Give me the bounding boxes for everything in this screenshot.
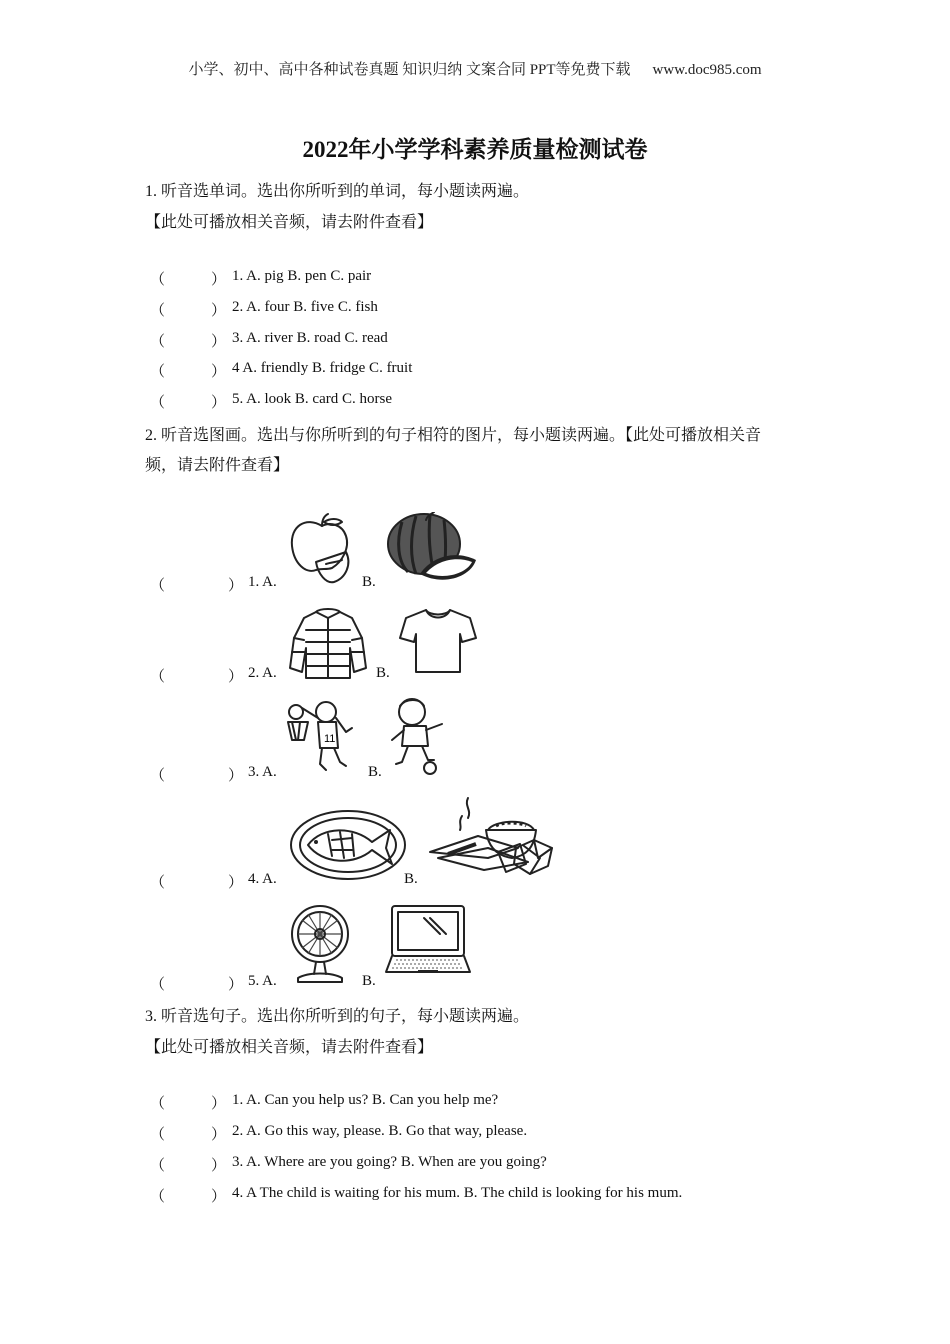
fish-plate-icon bbox=[288, 808, 408, 882]
answer-paren-close: ） bbox=[228, 578, 244, 594]
question-item: 3. A. river B. road C. read bbox=[232, 330, 388, 346]
rice-dumplings-icon bbox=[428, 796, 558, 880]
option-b-label: B. bbox=[376, 665, 390, 681]
question-item: 4 A. friendly B. fridge C. fruit bbox=[232, 360, 413, 376]
question-item: 2. A. Go this way, please. B. Go that way, please. bbox=[232, 1123, 528, 1139]
watermelon-icon bbox=[386, 512, 478, 584]
option-a-label: 2. A. bbox=[248, 665, 277, 681]
question-item: 1. A. pig B. pen C. pair bbox=[232, 268, 372, 284]
answer-paren-open: （ bbox=[150, 1127, 166, 1143]
question-item: 1. A. Can you help us? B. Can you help me? bbox=[232, 1092, 499, 1108]
page-header bbox=[0, 58, 950, 79]
answer-paren-close: ） bbox=[211, 364, 227, 380]
answer-paren-close: ） bbox=[228, 977, 244, 993]
answer-paren-open: （ bbox=[150, 768, 166, 784]
section1-audio-note: 【此处可播放相关音频，请去附件查看】 bbox=[145, 214, 434, 231]
question-item: 5. A. look B. card C. horse bbox=[232, 391, 392, 407]
option-a-label: 4. A. bbox=[248, 871, 277, 887]
section3-audio-note: 【此处可播放相关音频，请去附件查看】 bbox=[145, 1039, 434, 1056]
answer-paren-open: （ bbox=[150, 395, 166, 411]
page-title: 2022年小学学科素养质量检测试卷 bbox=[302, 137, 648, 162]
answer-paren-open: （ bbox=[150, 1189, 166, 1205]
svg-text:11: 11 bbox=[324, 733, 336, 745]
answer-paren-close: ） bbox=[228, 669, 244, 685]
option-b-label: B. bbox=[362, 574, 376, 590]
header-text: 小学、初中、高中各种试卷真题 知识归纳 文案合同 PPT等免费下载 bbox=[188, 62, 631, 78]
answer-paren-close: ） bbox=[211, 1096, 227, 1112]
answer-paren-open: （ bbox=[150, 1096, 166, 1112]
answer-paren-close: ） bbox=[228, 768, 244, 784]
apple-icon bbox=[286, 512, 360, 586]
answer-paren-close: ） bbox=[211, 303, 227, 319]
basketball-player-icon bbox=[286, 698, 366, 774]
answer-paren-close: ） bbox=[211, 1127, 227, 1143]
answer-paren-open: （ bbox=[150, 334, 166, 350]
laptop-icon bbox=[384, 904, 472, 980]
answer-paren-open: （ bbox=[150, 303, 166, 319]
answer-paren-open: （ bbox=[150, 977, 166, 993]
answer-paren-open: （ bbox=[150, 1158, 166, 1174]
section2-heading-line2: 频，请去附件查看】 bbox=[145, 457, 290, 474]
answer-paren-open: （ bbox=[150, 272, 166, 288]
option-a-label: 5. A. bbox=[248, 973, 277, 989]
answer-paren-open: （ bbox=[150, 875, 166, 891]
section3-heading: 3. 听音选句子。选出你所听到的句子，每小题读两遍。 bbox=[145, 1008, 530, 1025]
tshirt-icon bbox=[398, 606, 478, 676]
question-item: 4. A The child is waiting for his mum. B. The child is looking for his mum. bbox=[232, 1185, 683, 1201]
option-b-label: B. bbox=[404, 871, 418, 887]
answer-paren-open: （ bbox=[150, 578, 166, 594]
option-b-label: B. bbox=[368, 764, 382, 780]
option-b-label: B. bbox=[362, 973, 376, 989]
question-item: 3. A. Where are you going? B. When are you going? bbox=[232, 1154, 547, 1170]
option-a-label: 3. A. bbox=[248, 764, 277, 780]
fan-icon bbox=[288, 904, 352, 986]
header-site[interactable]: www.doc985.com bbox=[652, 62, 762, 78]
answer-paren-close: ） bbox=[228, 875, 244, 891]
question-item: 2. A. four B. five C. fish bbox=[232, 299, 378, 315]
football-player-icon bbox=[386, 696, 452, 776]
jacket-icon bbox=[288, 608, 368, 680]
answer-paren-close: ） bbox=[211, 334, 227, 350]
section2-heading-line1: 2. 听音选图画。选出与你所听到的句子相符的图片，每小题读两遍。【此处可播放相关音 bbox=[145, 427, 762, 444]
answer-paren-close: ） bbox=[211, 272, 227, 288]
answer-paren-close: ） bbox=[211, 395, 227, 411]
answer-paren-open: （ bbox=[150, 669, 166, 685]
option-a-label: 1. A. bbox=[248, 574, 277, 590]
section1-heading: 1. 听音选单词。选出你所听到的单词，每小题读两遍。 bbox=[145, 183, 530, 200]
answer-paren-close: ） bbox=[211, 1189, 227, 1205]
answer-paren-open: （ bbox=[150, 364, 166, 380]
answer-paren-close: ） bbox=[211, 1158, 227, 1174]
